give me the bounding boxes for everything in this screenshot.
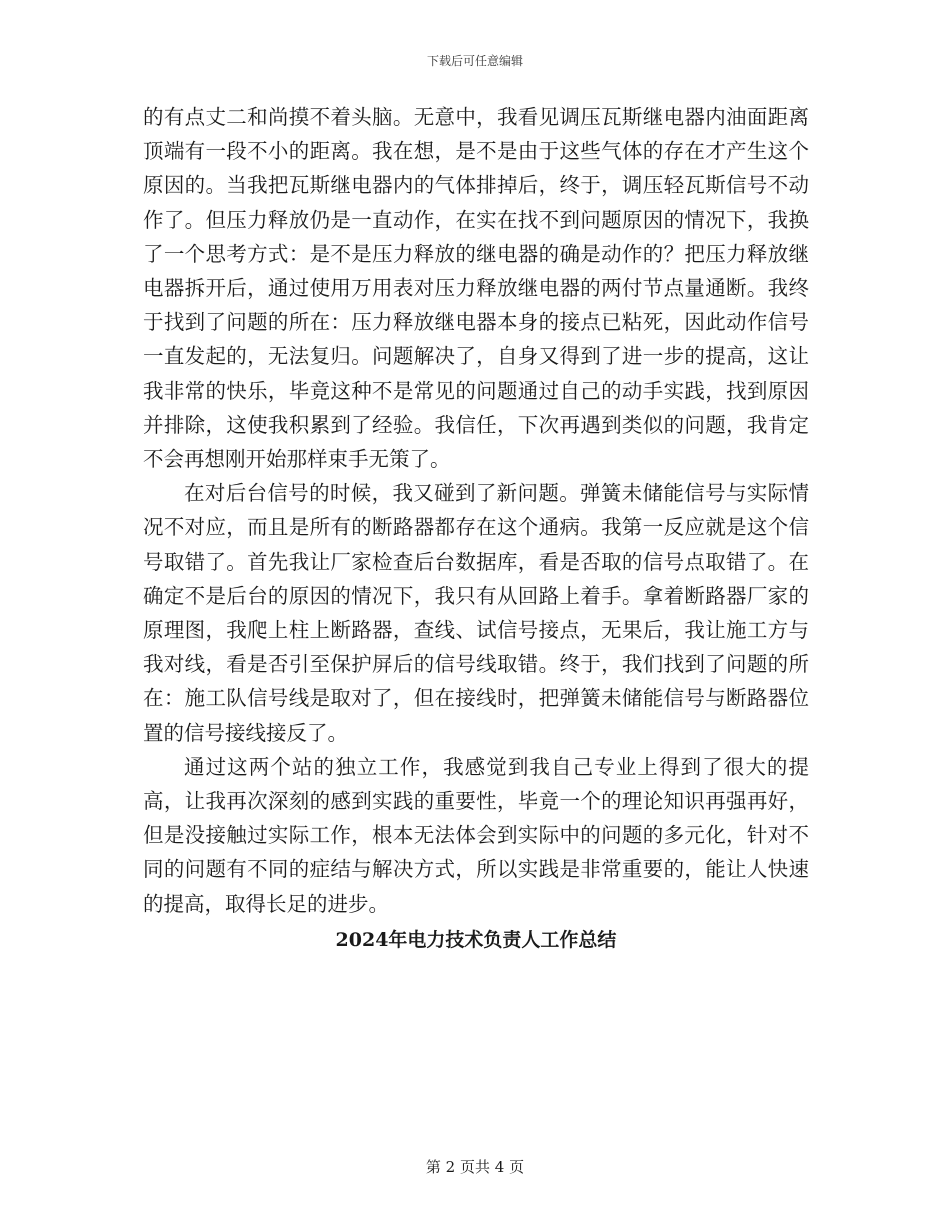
body-paragraph-backend-signal: 在对后台信号的时候，我又碰到了新问题。弹簧未储能信号与实际情况不对应，而且是所有的断路器都存在这个通病。我第一反应就是这个信号取错了。首先我让厂家检查后台数据库，看是否取的信号点取错了。在确定不是后台的原因的情况下，我只有从回路上着手。拿着断路器厂家的原理图，我爬上柱上断路器，查线、试信号接点，无果后，我让施工方与我对线，看是否引至保护屏后的信号线取错。终于，我们找到了问题的所在：施工队信号线是取对了，但在接线时，把弹簧未储能信号与断路器位置的信号接线接反了。	[143, 481, 809, 745]
section-title: 2024年电力技术负责人工作总结	[335, 928, 617, 951]
running-header: 下载后可任意编辑	[426, 54, 523, 68]
body-paragraph-conclusion: 通过这两个站的独立工作，我感觉到我自己专业上得到了很大的提高，让我再次深刻的感到实践的重要性，毕竟一个的理论知识再强再好，但是没接触过实际工作，根本无法体会到实际中的问题的多元化，针对不同的问题有不同的症结与解决方式，所以实践是非常重要的，能让人快速的提高，取得长足的进步。	[143, 754, 809, 916]
page-number: 第 2 页共 4 页	[425, 1158, 525, 1176]
body-paragraph-continued: 的有点丈二和尚摸不着头脑。无意中，我看见调压瓦斯继电器内油面距离顶端有一段不小的距离。我在想，是不是由于这些气体的存在才产生这个原因的。当我把瓦斯继电器内的气体排掉后，终于，调压轻瓦斯信号不动作了。但压力释放仍是一直动作，在实在找不到问题原因的情况下，我换了一个思考方式：是不是压力释放的继电器的确是动作的？把压力释放继电器拆开后，通过使用万用表对压力释放继电器的两付节点量通断。我终于找到了问题的所在：压力释放继电器本身的接点已粘死，因此动作信号一直发起的，无法复归。问题解决了，自身又得到了进一步的提高，这让我非常的快乐，毕竟这种不是常见的问题通过自己的动手实践，找到原因并排除，这使我积累到了经验。我信任，下次再遇到类似的问题，我肯定不会再想刚开始那样束手无策了。	[143, 105, 809, 472]
document-body	[143, 100, 809, 957]
